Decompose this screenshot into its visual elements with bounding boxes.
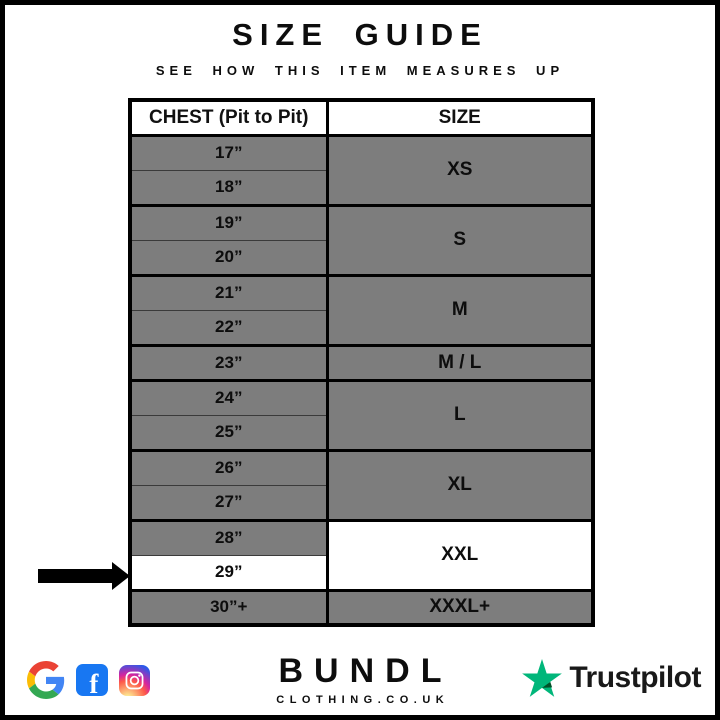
chest-cell: 22” — [130, 310, 327, 345]
chest-cell: 30”+ — [130, 590, 327, 625]
table-row — [130, 135, 593, 170]
selection-arrow-head — [112, 562, 130, 590]
size-cell: M — [327, 275, 593, 345]
table-row — [130, 275, 593, 310]
page-title: SIZE GUIDE — [232, 17, 488, 52]
trustpilot-logo — [522, 659, 701, 697]
table-row — [130, 345, 593, 380]
size-column-header: SIZE — [327, 100, 593, 135]
size-cell: L — [327, 380, 593, 450]
size-cell: XXXL+ — [327, 590, 593, 625]
selection-arrow — [38, 562, 130, 590]
selection-arrow-shaft — [38, 569, 112, 583]
chest-cell: 28” — [130, 520, 327, 555]
table-row — [130, 205, 593, 240]
trustpilot-star-icon — [522, 659, 562, 697]
table-header-row — [130, 100, 593, 135]
table-row — [130, 380, 593, 415]
chest-cell: 23” — [130, 345, 327, 380]
size-cell-highlighted: XXL — [327, 520, 593, 590]
table-row — [130, 590, 593, 625]
chest-cell: 21” — [130, 275, 327, 310]
trustpilot-wordmark: Trustpilot — [569, 661, 701, 694]
size-cell: S — [327, 205, 593, 275]
chest-cell: 19” — [130, 205, 327, 240]
page-subtitle: SEE HOW THIS ITEM MEASURES UP — [155, 63, 565, 78]
chest-cell: 24” — [130, 380, 327, 415]
size-cell: XL — [327, 450, 593, 520]
chest-cell-highlighted: 29” — [130, 555, 327, 590]
brand-tagline: CLOTHING.CO.UK — [276, 694, 450, 706]
chest-cell: 17” — [130, 135, 327, 170]
brand-name: BUNDL — [278, 652, 453, 690]
chest-cell: 27” — [130, 485, 327, 520]
chest-cell: 25” — [130, 415, 327, 450]
chest-cell: 18” — [130, 170, 327, 205]
chest-column-header: CHEST (Pit to Pit) — [130, 100, 327, 135]
table-row — [130, 450, 593, 485]
size-cell: M / L — [327, 345, 593, 380]
chest-cell: 20” — [130, 240, 327, 275]
chest-cell: 26” — [130, 450, 327, 485]
facebook-letter: f — [89, 669, 99, 696]
size-cell: XS — [327, 135, 593, 205]
size-guide-table — [128, 98, 595, 627]
table-row — [130, 520, 593, 555]
